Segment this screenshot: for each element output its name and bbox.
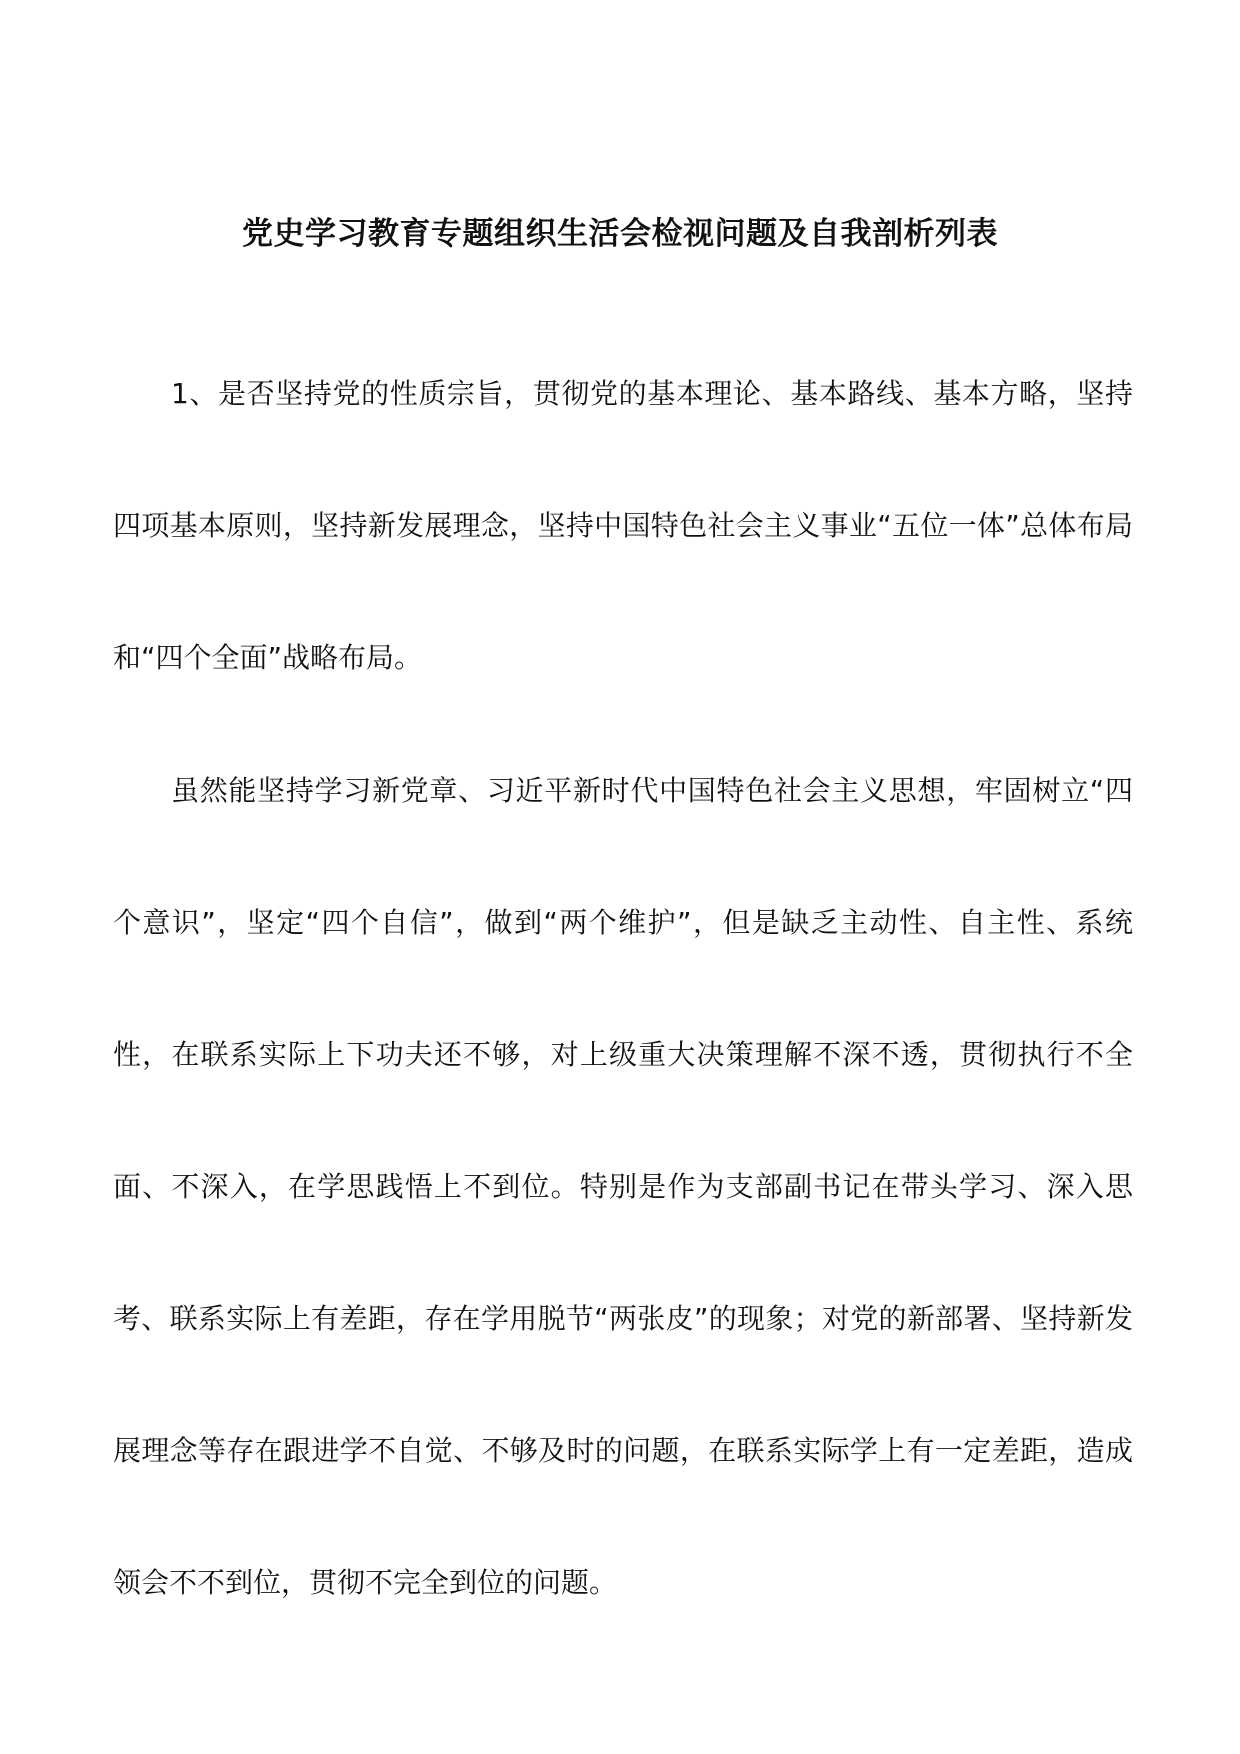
document-title: 党史学习教育专题组织生活会检视问题及自我剖析列表 bbox=[242, 216, 998, 252]
paragraph-self-analysis: 虽然能坚持学习新党章、习近平新时代中国特色社会主义思想，牢固树立“四个意识”，坚定“四个自信”，做到“两个维护”，但是缺乏主动性、自主性、系统性，在联系实际上下功夫还不够，对上级重大决策理解不深不透，贯彻执行不全面、不深入，在学思践悟上不到位。特别是作为支部副书记在带头学习、深入思考、联系实际上有差距，存在学用脱节“两张皮”的现象；对党的新部署、坚持新发展理念等存在跟进学不自觉、不够及时的问题，在联系实际学上有一定差距，造成领会不不到位，贯彻不完全到位的问题。 bbox=[113, 774, 1133, 1599]
paragraph-question: 1、是否坚持党的性质宗旨，贯彻党的基本理论、基本路线、基本方略，坚持四项基本原则，坚持新发展理念，坚持中国特色社会主义事业“五位一体”总体布局和“四个全面”战略布局。 bbox=[113, 377, 1133, 674]
